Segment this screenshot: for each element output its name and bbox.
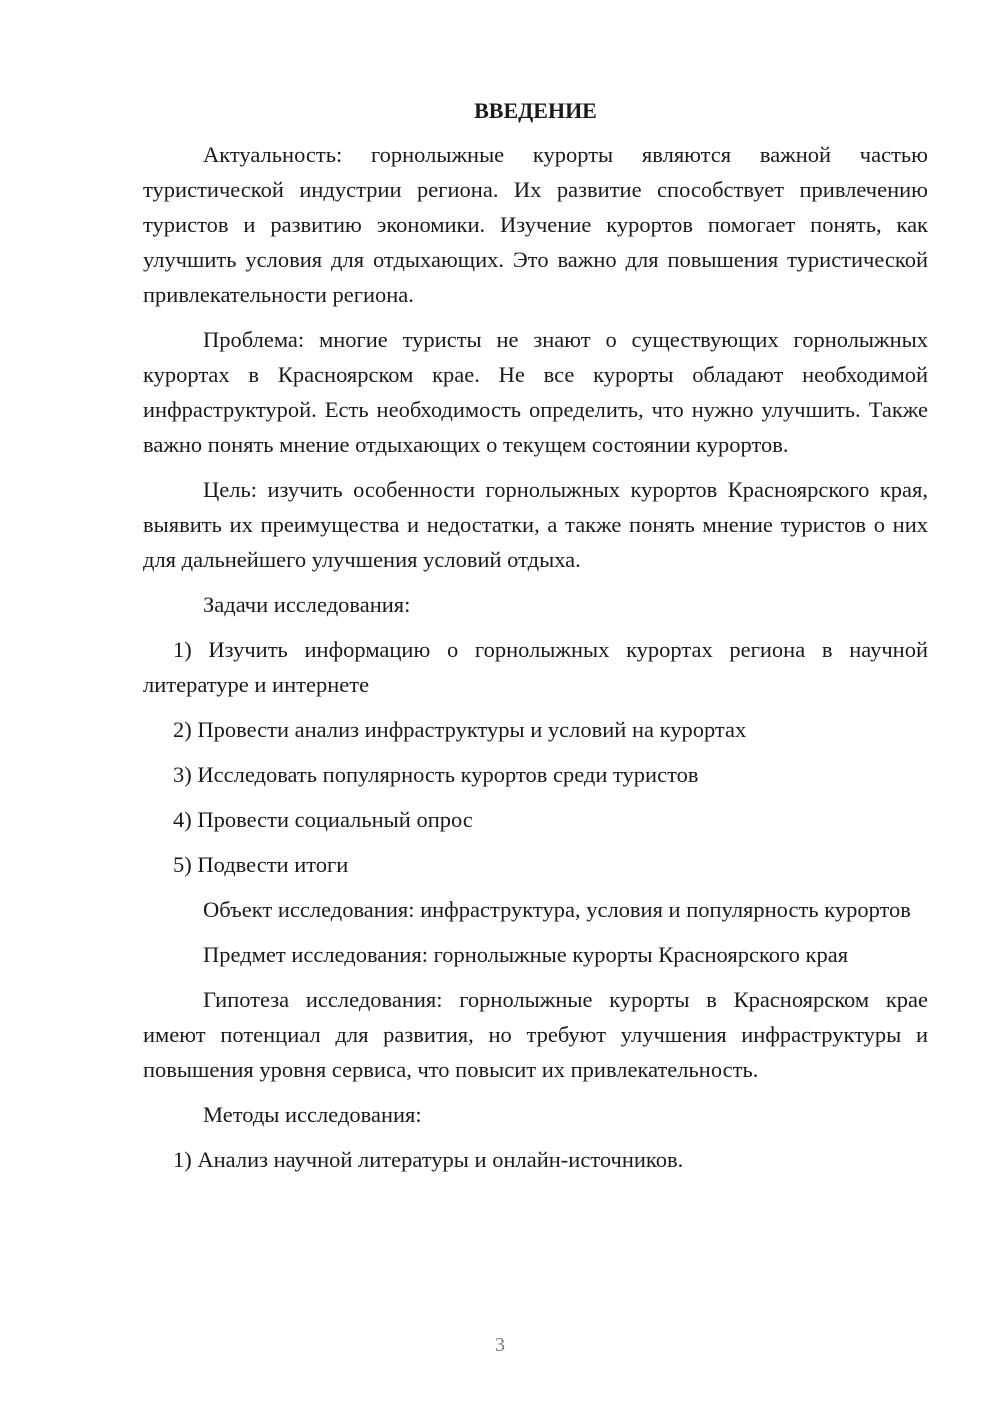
object-paragraph: Объект исследования: инфраструктура, условия и популярность курортов [203,897,911,922]
task-item: 3) Исследовать популярность курортов среди туристов [173,762,699,787]
hypothesis-paragraph: Гипотеза исследования: горнолыжные курорты в Красноярском крае имеют потенциал для развития, но требуют улучшения инфраструктуры и повышения уровня сервиса, что повысит их привлекательность. [143,987,928,1082]
methods-label: Методы исследования: [203,1102,422,1127]
task-item: 2) Провести анализ инфраструктуры и условий на курортах [173,717,747,742]
tasks-label: Задачи исследования: [203,592,411,617]
page-number: 3 [495,1334,505,1356]
task-item: 5) Подвести итоги [173,852,349,877]
goal-paragraph: Цель: изучить особенности горнолыжных курортов Красноярского края, выявить их преимущества и недостатки, а также понять мнение туристов о них для дальнейшего улучшения условий отдыха. [143,477,928,572]
section-heading: ВВЕДЕНИЕ [474,98,597,123]
subject-paragraph: Предмет исследования: горнолыжные курорты Красноярского края [203,942,849,967]
page-content [143,95,928,1187]
problem-paragraph: Проблема: многие туристы не знают о существующих горнолыжных курортах в Красноярском крае. Не все курорты обладают необходимой инфраструктурой. Есть необходимость определить, что нужно улучшить. Также важно понять мнение отдыхающих о текущем состоянии курортов. [143,327,928,457]
relevance-paragraph: Актуальность: горнолыжные курорты являются важной частью туристической индустрии региона. Их развитие способствует привлечению туристов и развитию экономики. Изучение курортов помогает понять, как улучшить условия для отдыхающих. Это важно для повышения туристической привлекательности региона. [143,142,928,307]
task-item: 4) Провести социальный опрос [173,807,473,832]
task-item: 1) Изучить информацию о горнолыжных курортах региона в научной литературе и интернете [143,637,928,697]
method-item: 1) Анализ научной литературы и онлайн-источников. [173,1147,684,1172]
